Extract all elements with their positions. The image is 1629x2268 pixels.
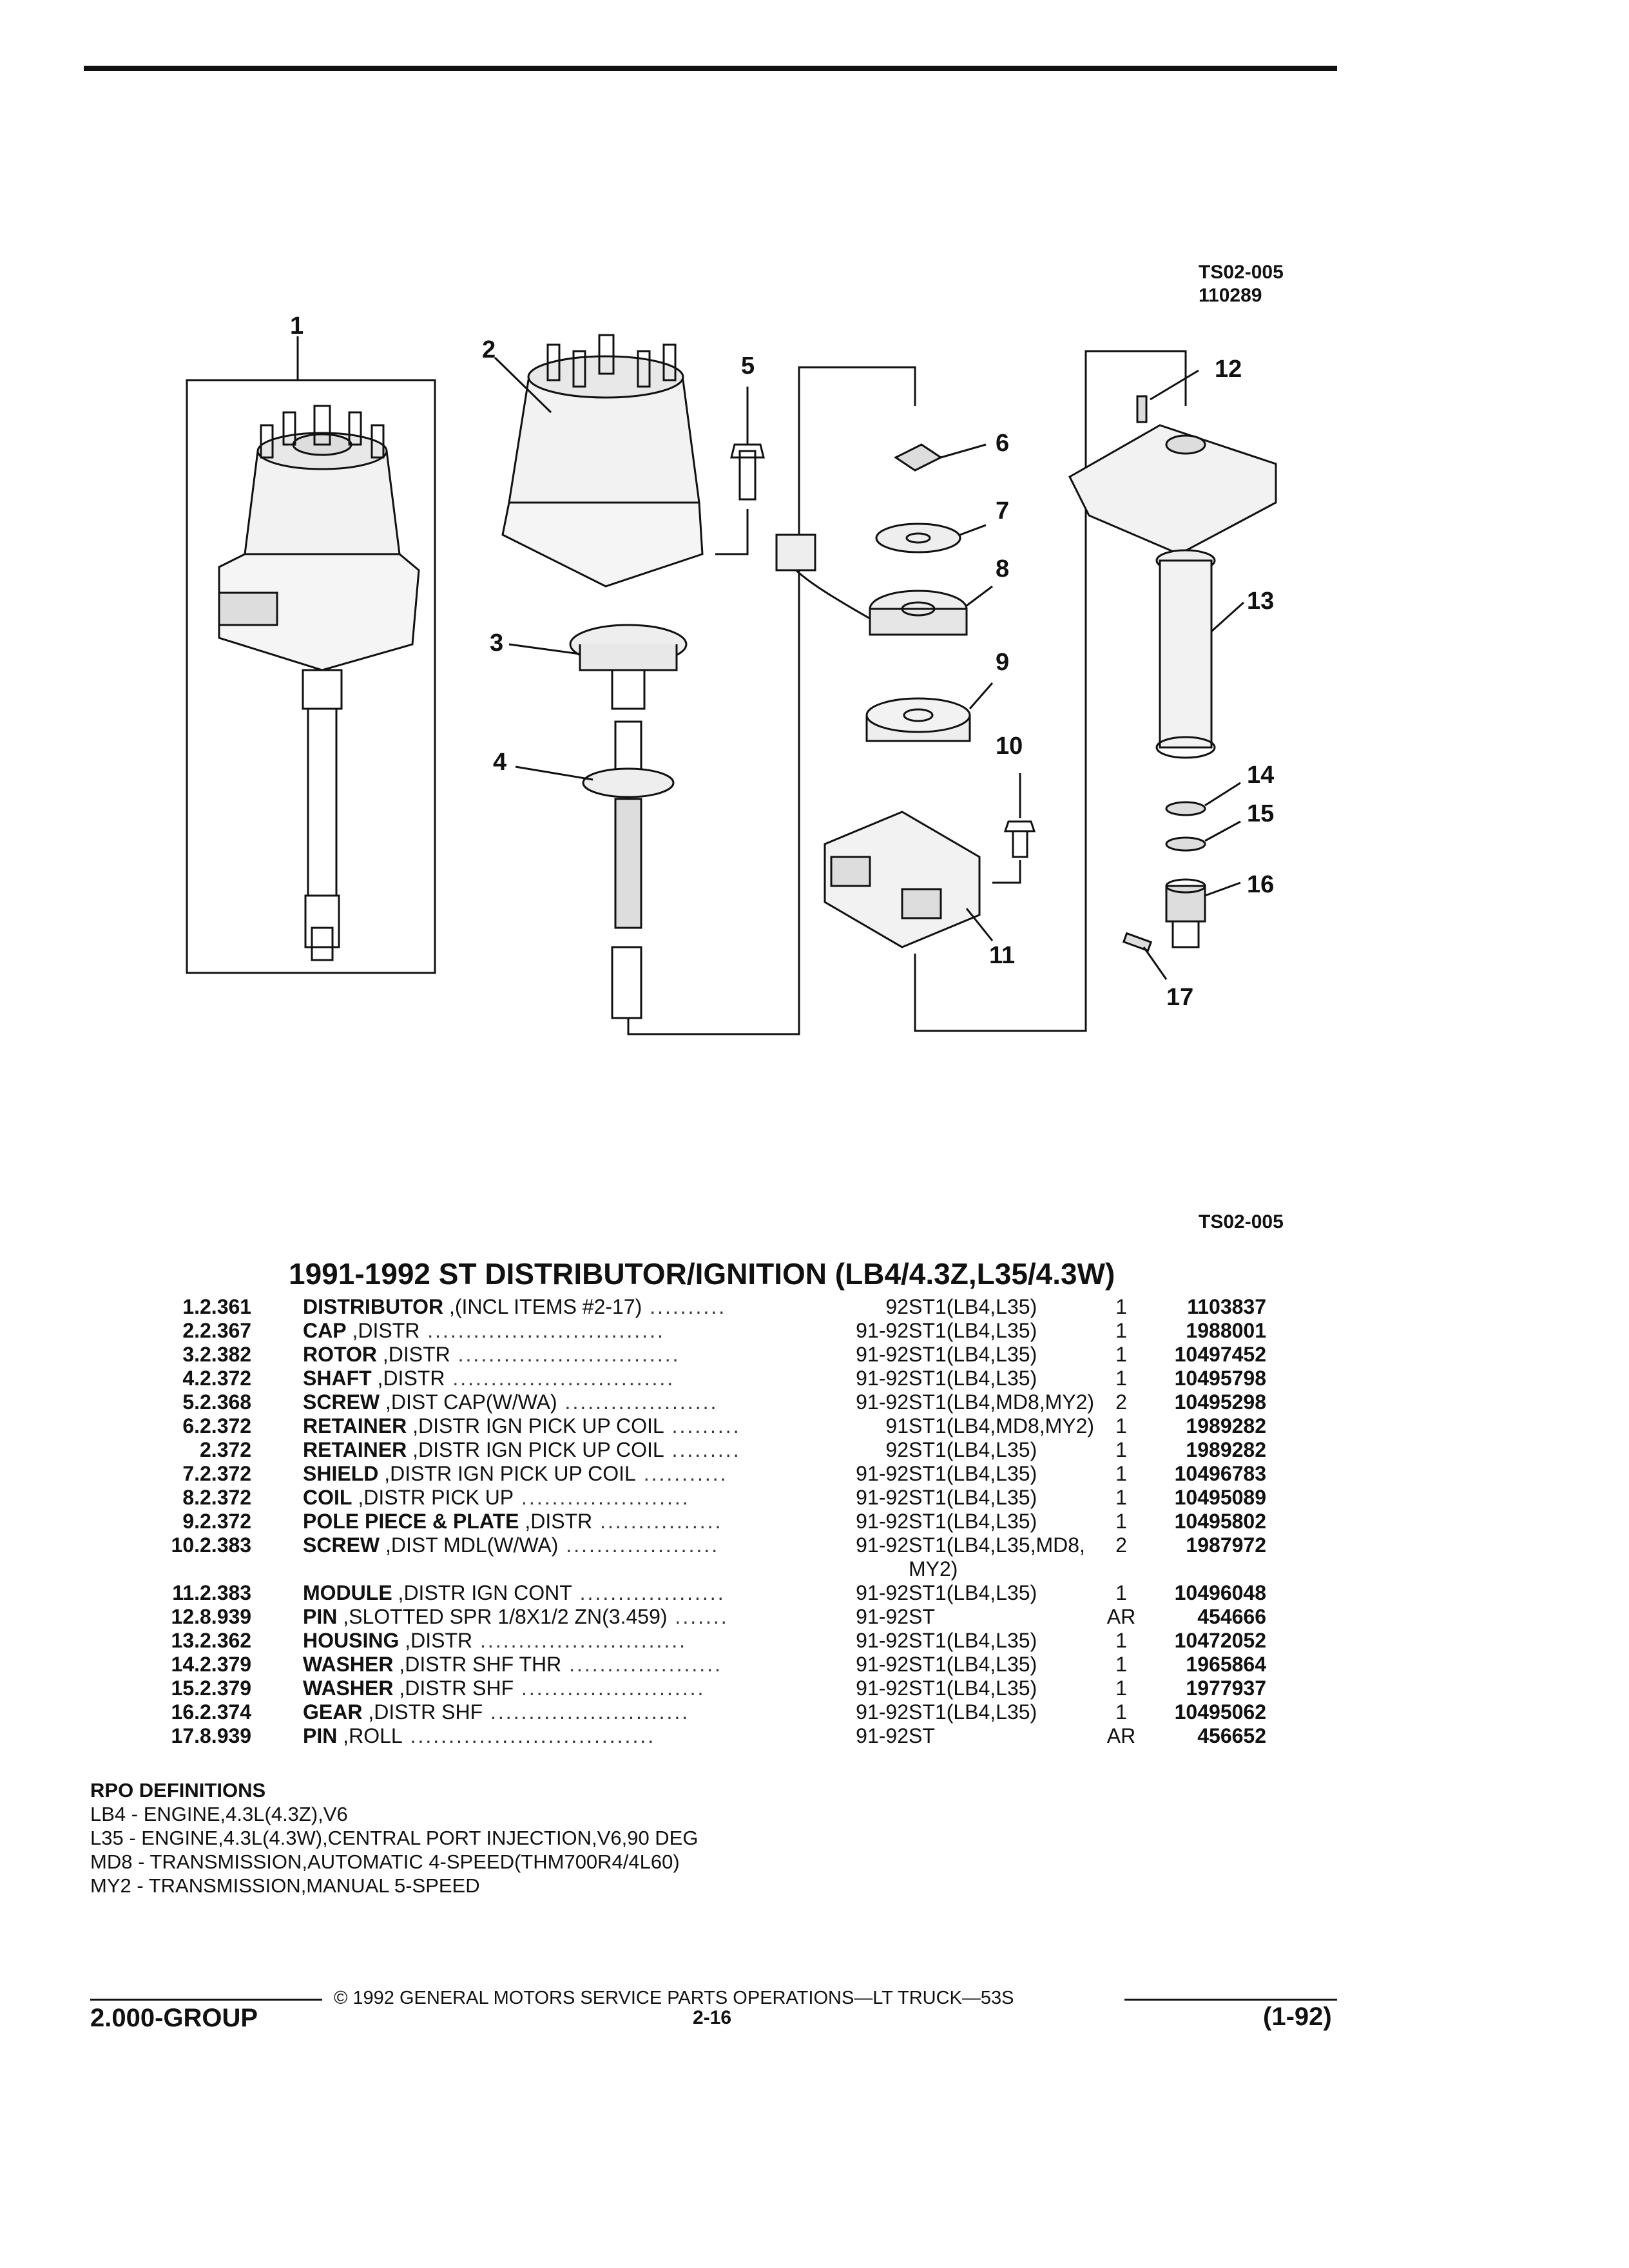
leader-dots: ................... xyxy=(572,1581,726,1604)
rpo-line: MY2 - TRANSMISSION,MANUAL 5-SPEED xyxy=(90,1874,480,1897)
application: MY2) xyxy=(909,1557,958,1581)
part-detail: ,SLOTTED SPR 1/8X1/2 ZN(3.459) xyxy=(343,1605,668,1628)
part-number: 10496048 xyxy=(1174,1581,1266,1604)
figure-caption-code: TS02-005 xyxy=(1199,1211,1284,1233)
model-years: 91-92 xyxy=(856,1629,909,1652)
table-row xyxy=(110,1677,1266,1700)
item-number: 8. xyxy=(182,1486,200,1509)
description xyxy=(303,1677,847,1700)
part-number: 1989282 xyxy=(1186,1414,1266,1437)
model-years: 91-92 xyxy=(856,1462,909,1485)
part-number: 1965864 xyxy=(1186,1653,1266,1676)
description xyxy=(303,1581,847,1605)
figure-code-id: TS02-005 xyxy=(1199,262,1284,283)
section-number: 2.379 xyxy=(200,1653,252,1676)
part-name: SHAFT xyxy=(303,1367,372,1390)
model-years: 91-92 xyxy=(856,1605,909,1628)
model-years: 91-92 xyxy=(856,1677,909,1700)
part-number: 1987972 xyxy=(1186,1533,1266,1557)
quantity: AR xyxy=(1106,1724,1136,1747)
section-number: 8.939 xyxy=(200,1724,252,1747)
table-row xyxy=(110,1629,1266,1653)
item-number: 10. xyxy=(171,1533,200,1557)
part-name: SCREW xyxy=(303,1390,380,1414)
part-number: 10472052 xyxy=(1174,1629,1266,1652)
application: ST1(LB4,L35) xyxy=(909,1653,1037,1676)
part-number: 1989282 xyxy=(1186,1438,1266,1461)
section-number: 2.372 xyxy=(200,1510,252,1533)
part-detail: ,(INCL ITEMS #2-17) xyxy=(448,1295,642,1318)
section-number: 2.382 xyxy=(200,1343,252,1366)
leader-dots: ............................... xyxy=(419,1319,665,1342)
part-number: 1988001 xyxy=(1186,1319,1266,1342)
model-years: 91-92 xyxy=(856,1653,909,1676)
callout-13: 13 xyxy=(1247,588,1275,615)
description xyxy=(303,1605,847,1629)
footer-copyright: © 1992 GENERAL MOTORS SERVICE PARTS OPERATIONS—LT TRUCK—53S xyxy=(334,1988,1014,2008)
section-number: 2.372 xyxy=(200,1414,252,1437)
rpo-line: LB4 - ENGINE,4.3L(4.3Z),V6 xyxy=(90,1803,348,1825)
quantity: 2 xyxy=(1115,1390,1127,1414)
part-detail: ,DISTR SHF THR xyxy=(399,1653,562,1676)
table-row xyxy=(110,1533,1266,1557)
table-row xyxy=(110,1486,1266,1510)
quantity: 1 xyxy=(1115,1414,1127,1437)
table-row xyxy=(110,1557,1266,1581)
application: ST1(LB4,L35) xyxy=(909,1319,1037,1342)
item-number: 9. xyxy=(182,1510,200,1533)
item-number: 6. xyxy=(182,1414,200,1437)
part-name: SCREW xyxy=(303,1533,380,1557)
quantity: 2 xyxy=(1115,1533,1127,1557)
table-row xyxy=(110,1343,1266,1367)
part-detail: ,ROLL xyxy=(343,1724,403,1747)
callout-16: 16 xyxy=(1247,871,1275,898)
leader-dots: ...................... xyxy=(514,1486,690,1509)
part-detail: ,DISTR xyxy=(405,1629,473,1652)
item-number: 14. xyxy=(171,1653,200,1676)
item-number: 11. xyxy=(172,1581,200,1604)
part-name: HOUSING xyxy=(303,1629,400,1652)
section-number: 2.383 xyxy=(200,1581,252,1604)
description xyxy=(303,1343,847,1367)
leader-dots: ............................. xyxy=(450,1343,680,1366)
section-number: 8.939 xyxy=(200,1605,252,1628)
item-number: 15. xyxy=(171,1677,200,1700)
quantity: 1 xyxy=(1115,1700,1127,1724)
table-title: 1991-1992 ST DISTRIBUTOR/IGNITION (LB4/4.3Z,L35/4.3W) xyxy=(289,1257,1115,1291)
item-number: 5. xyxy=(182,1390,200,1414)
part-number: 10496783 xyxy=(1174,1462,1266,1485)
callout-4: 4 xyxy=(493,749,507,776)
part-number: 1977937 xyxy=(1186,1677,1266,1700)
model-years: 91-92 xyxy=(856,1724,909,1747)
application: ST1(LB4,L35) xyxy=(909,1295,1037,1318)
part-number: 456652 xyxy=(1197,1724,1266,1747)
section-number: 2.372 xyxy=(200,1462,252,1485)
application: ST1(LB4,L35,MD8, xyxy=(909,1533,1085,1557)
application: ST1(LB4,MD8,MY2) xyxy=(909,1390,1095,1414)
part-detail: ,DISTR SHF xyxy=(399,1677,514,1700)
part-detail: ,DISTR IGN PICK UP COIL xyxy=(412,1414,664,1437)
table-row xyxy=(110,1390,1266,1414)
figure-date-code: 110289 xyxy=(1199,285,1262,306)
section-number: 2.367 xyxy=(200,1319,252,1342)
part-number: 454666 xyxy=(1197,1605,1266,1628)
part-detail: ,DIST CAP(W/WA) xyxy=(385,1390,557,1414)
item-number: 2. xyxy=(182,1319,200,1342)
part-number: 10495298 xyxy=(1174,1390,1266,1414)
model-years: 91-92 xyxy=(856,1533,909,1557)
item-number: 17. xyxy=(171,1724,200,1747)
part-name: RETAINER xyxy=(303,1414,407,1437)
description xyxy=(303,1295,847,1319)
part-name: MODULE xyxy=(303,1581,392,1604)
part-name: POLE PIECE & PLATE xyxy=(303,1510,519,1533)
part-number: 1103837 xyxy=(1187,1295,1266,1318)
table-row xyxy=(110,1700,1266,1724)
part-detail: ,DISTR IGN PICK UP COIL xyxy=(412,1438,664,1461)
item-number: 1. xyxy=(182,1295,200,1318)
part-name: DISTRIBUTOR xyxy=(303,1295,444,1318)
application: ST1(LB4,L35) xyxy=(909,1367,1037,1390)
part-number: 10495798 xyxy=(1174,1367,1266,1390)
callout-14: 14 xyxy=(1247,762,1275,789)
description xyxy=(303,1629,847,1653)
quantity: 1 xyxy=(1115,1367,1127,1390)
part-detail: ,DISTR xyxy=(382,1343,450,1366)
callout-17: 17 xyxy=(1166,984,1194,1011)
item-number: 13. xyxy=(171,1629,200,1652)
description xyxy=(303,1557,847,1581)
model-years: 91-92 xyxy=(856,1343,909,1366)
model-years: 91-92 xyxy=(856,1367,909,1390)
table-row xyxy=(110,1367,1266,1390)
part-number: 10495802 xyxy=(1174,1510,1266,1533)
application: ST xyxy=(909,1724,935,1747)
parts-table xyxy=(110,1295,1266,1748)
description xyxy=(303,1653,847,1677)
callout-2: 2 xyxy=(482,336,496,363)
table-row xyxy=(110,1510,1266,1533)
callout-15: 15 xyxy=(1247,800,1275,827)
callout-9: 9 xyxy=(996,649,1010,676)
rpo-line: L35 - ENGINE,4.3L(4.3W),CENTRAL PORT INJECTION,V6,90 DEG xyxy=(90,1827,699,1849)
leader-dots: .......... xyxy=(642,1295,727,1318)
item-number: 4. xyxy=(182,1367,200,1390)
model-years: 91-92 xyxy=(856,1319,909,1342)
quantity: 1 xyxy=(1115,1486,1127,1509)
leader-dots: ........................... xyxy=(472,1629,688,1652)
leader-dots: ......... xyxy=(664,1414,741,1437)
table-row xyxy=(110,1653,1266,1677)
part-number: 10495062 xyxy=(1174,1700,1266,1724)
model-years: 92 xyxy=(885,1295,909,1318)
item-number xyxy=(110,1557,200,1581)
application: ST1(LB4,L35) xyxy=(909,1629,1037,1652)
part-name: GEAR xyxy=(303,1700,363,1724)
rpo-title: RPO DEFINITIONS xyxy=(90,1779,266,1802)
table-row xyxy=(110,1295,1266,1319)
part-detail: ,DISTR xyxy=(352,1319,420,1342)
section-number: 2.368 xyxy=(200,1390,252,1414)
description xyxy=(303,1486,847,1510)
table-row xyxy=(110,1581,1266,1605)
leader-dots: ......... xyxy=(664,1438,741,1461)
part-detail: ,DISTR xyxy=(377,1367,445,1390)
leader-dots: ................ xyxy=(592,1510,723,1533)
callout-8: 8 xyxy=(996,555,1010,582)
part-name: WASHER xyxy=(303,1677,394,1700)
section-number: 2.372 xyxy=(200,1438,252,1461)
description xyxy=(303,1724,847,1748)
part-number: 10495089 xyxy=(1174,1486,1266,1509)
section-number: 2.374 xyxy=(200,1700,252,1724)
part-detail: ,DISTR IGN CONT xyxy=(398,1581,572,1604)
rpo-definitions xyxy=(90,1778,698,1898)
application: ST1(LB4,L35) xyxy=(909,1462,1037,1485)
application: ST1(LB4,L35) xyxy=(909,1677,1037,1700)
quantity: 1 xyxy=(1115,1629,1127,1652)
application: ST1(LB4,MD8,MY2) xyxy=(909,1414,1095,1437)
item-number xyxy=(110,1438,200,1462)
model-years: 91-92 xyxy=(856,1700,909,1724)
item-number: 7. xyxy=(182,1462,200,1485)
description xyxy=(303,1390,847,1414)
application: ST1(LB4,L35) xyxy=(909,1343,1037,1366)
section-number: 2.362 xyxy=(200,1629,252,1652)
description xyxy=(303,1414,847,1438)
application: ST1(LB4,L35) xyxy=(909,1700,1037,1724)
quantity: 1 xyxy=(1115,1677,1127,1700)
model-years: 91 xyxy=(885,1414,909,1437)
callout-1: 1 xyxy=(290,312,304,340)
item-number: 12. xyxy=(171,1605,200,1628)
section-number: 2.383 xyxy=(200,1533,252,1557)
description xyxy=(303,1462,847,1486)
callout-10: 10 xyxy=(996,733,1023,760)
leader-dots: .................... xyxy=(557,1390,718,1414)
description xyxy=(303,1319,847,1343)
application: ST xyxy=(909,1605,935,1628)
quantity: AR xyxy=(1106,1605,1136,1628)
callout-7: 7 xyxy=(996,497,1010,524)
part-number xyxy=(1141,1557,1266,1581)
callout-11: 11 xyxy=(989,942,1016,969)
model-years: 91-92 xyxy=(856,1486,909,1509)
quantity xyxy=(1102,1557,1141,1581)
description xyxy=(303,1367,847,1390)
quantity: 1 xyxy=(1115,1510,1127,1533)
table-row xyxy=(110,1724,1266,1748)
description xyxy=(303,1533,847,1557)
description xyxy=(303,1700,847,1724)
part-name: SHIELD xyxy=(303,1462,379,1485)
application: ST1(LB4,L35) xyxy=(909,1486,1037,1509)
leader-dots: .................... xyxy=(558,1533,720,1557)
quantity: 1 xyxy=(1115,1581,1127,1604)
footer-rule xyxy=(90,1999,322,2001)
footer-group: 2.000-GROUP xyxy=(90,2004,258,2032)
model-years: 91-92 xyxy=(856,1510,909,1533)
callout-5: 5 xyxy=(741,352,755,380)
part-detail: ,DISTR xyxy=(525,1510,593,1533)
leader-dots: ....... xyxy=(667,1605,729,1628)
table-row xyxy=(110,1605,1266,1629)
description xyxy=(303,1510,847,1533)
model-years: 91-92 xyxy=(856,1581,909,1604)
quantity: 1 xyxy=(1115,1462,1127,1485)
leader-dots: ............................. xyxy=(445,1367,675,1390)
part-name: ROTOR xyxy=(303,1343,377,1366)
table-row xyxy=(110,1438,1266,1462)
part-name: RETAINER xyxy=(303,1438,407,1461)
part-name: WASHER xyxy=(303,1653,394,1676)
footer-rule xyxy=(1124,1999,1337,2001)
callout-3: 3 xyxy=(490,629,504,657)
part-detail: ,DISTR SHF xyxy=(368,1700,483,1724)
leader-dots: ........................ xyxy=(514,1677,706,1700)
section-number: 2.379 xyxy=(200,1677,252,1700)
item-number: 3. xyxy=(182,1343,200,1366)
quantity: 1 xyxy=(1115,1438,1127,1461)
table-row xyxy=(110,1319,1266,1343)
part-name: PIN xyxy=(303,1605,338,1628)
item-number: 16. xyxy=(171,1700,200,1724)
callout-6: 6 xyxy=(996,430,1010,457)
footer-date: (1-92) xyxy=(1263,2003,1332,2031)
part-detail: ,DISTR IGN PICK UP COIL xyxy=(384,1462,636,1485)
part-name: CAP xyxy=(303,1319,347,1342)
application: ST1(LB4,L35) xyxy=(909,1510,1037,1533)
model-years: 91-92 xyxy=(856,1390,909,1414)
leader-dots: ........... xyxy=(635,1462,728,1485)
quantity: 1 xyxy=(1115,1295,1127,1318)
quantity: 1 xyxy=(1115,1653,1127,1676)
quantity: 1 xyxy=(1115,1343,1127,1366)
part-name: COIL xyxy=(303,1486,352,1509)
part-number: 10497452 xyxy=(1174,1343,1266,1366)
leader-dots: .......................... xyxy=(483,1700,690,1724)
rpo-line: MD8 - TRANSMISSION,AUTOMATIC 4-SPEED(THM700R4/4L60) xyxy=(90,1850,680,1873)
quantity: 1 xyxy=(1115,1319,1127,1342)
footer-page-number: 2-16 xyxy=(693,2007,732,2028)
section-number: 2.372 xyxy=(200,1367,252,1390)
table-row xyxy=(110,1462,1266,1486)
model-years: 92 xyxy=(885,1438,909,1461)
application: ST1(LB4,L35) xyxy=(909,1581,1037,1604)
callout-12: 12 xyxy=(1215,356,1242,383)
section-number: 2.361 xyxy=(200,1295,252,1318)
application: ST1(LB4,L35) xyxy=(909,1438,1037,1461)
part-detail: ,DIST MDL(W/WA) xyxy=(385,1533,559,1557)
leader-dots: .................... xyxy=(561,1653,722,1676)
description xyxy=(303,1438,847,1462)
section-number xyxy=(200,1557,303,1581)
table-row xyxy=(110,1414,1266,1438)
part-name: PIN xyxy=(303,1724,338,1747)
model-years xyxy=(847,1557,909,1581)
section-number: 2.372 xyxy=(200,1486,252,1509)
leader-dots: ................................ xyxy=(402,1724,656,1747)
part-detail: ,DISTR PICK UP xyxy=(358,1486,514,1509)
